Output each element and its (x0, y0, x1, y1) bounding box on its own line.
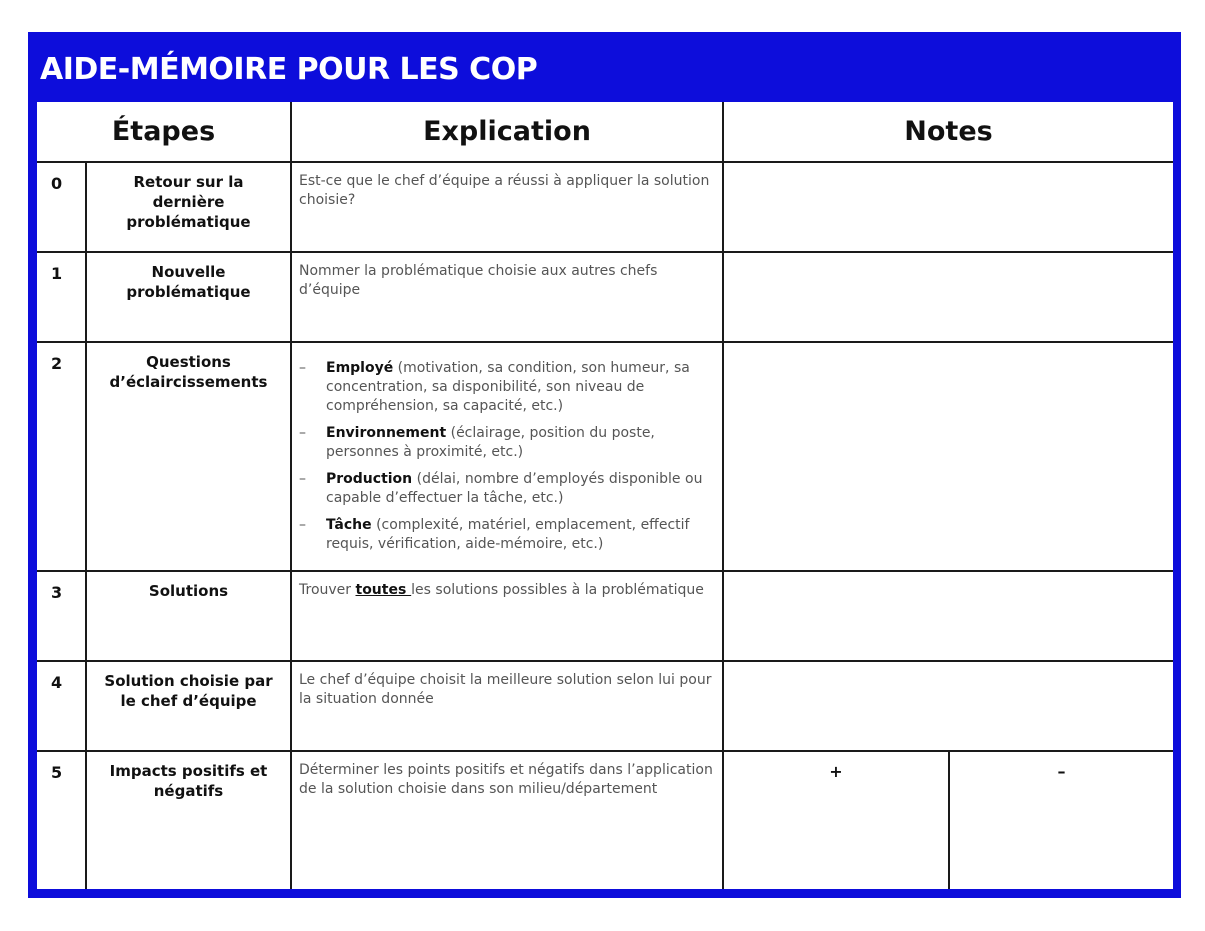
table-row (37, 661, 1173, 751)
explanation-text: Trouver (299, 582, 356, 598)
list-item (299, 424, 714, 462)
header-steps: Étapes (37, 102, 291, 162)
step-explanation: Est-ce que le chef d’équipe a réussi à appliquer la solution choisie? (291, 162, 723, 252)
list-item (299, 516, 714, 554)
notes-cell[interactable] (723, 252, 1173, 342)
header-row (37, 102, 1173, 162)
notes-cell[interactable] (723, 342, 1173, 571)
step-number: 5 (37, 751, 86, 889)
step-explanation: Le chef d’équipe choisit la meilleure solution selon lui pour la situation donnée (291, 661, 723, 751)
explanation-text: les solutions possibles à la problématique (411, 582, 704, 598)
bullet-term: Environnement (326, 425, 447, 441)
step-explanation (291, 571, 723, 661)
header-explanation: Explication (291, 102, 723, 162)
document-title: AIDE-MÉMOIRE POUR LES COP (40, 52, 538, 87)
document-frame (28, 32, 1181, 898)
dash-bullet: – (299, 471, 306, 487)
positive-notes-cell[interactable]: + (723, 751, 949, 889)
dash-bullet: – (299, 425, 306, 441)
step-number: 2 (37, 342, 86, 571)
table-row (37, 751, 1173, 889)
header-notes: Notes (723, 102, 1173, 162)
bullet-term: Employé (326, 360, 394, 376)
step-explanation: Nommer la problématique choisie aux autres chefs d’équipe (291, 252, 723, 342)
bullet-text: (éclairage, position du poste, personnes à proximité, etc.) (326, 425, 655, 460)
bullet-term: Production (326, 471, 413, 487)
step-number: 3 (37, 571, 86, 661)
negative-notes-cell[interactable]: – (949, 751, 1173, 889)
dash-bullet: – (299, 517, 306, 533)
clarification-list (299, 359, 714, 554)
step-name: Retour sur la dernière problématique (86, 162, 291, 252)
step-explanation (291, 342, 723, 571)
step-number: 4 (37, 661, 86, 751)
step-number: 0 (37, 162, 86, 252)
dash-bullet: – (299, 360, 306, 376)
step-name: Impacts positifs et négatifs (86, 751, 291, 889)
notes-cell[interactable] (723, 162, 1173, 252)
table-row (37, 162, 1173, 252)
step-explanation: Déterminer les points positifs et négatifs dans l’application de la solution choisie dans son milieu/département (291, 751, 723, 889)
table-row (37, 252, 1173, 342)
step-name: Questions d’éclaircissements (86, 342, 291, 571)
table-row (37, 342, 1173, 571)
bullet-text: (délai, nombre d’employés disponible ou capable d’effectuer la tâche, etc.) (326, 471, 703, 506)
memo-table (37, 102, 1173, 889)
emphasis-word: toutes (355, 582, 412, 598)
step-name: Solutions (86, 571, 291, 661)
step-name: Nouvelle problématique (86, 252, 291, 342)
step-number: 1 (37, 252, 86, 342)
list-item (299, 359, 714, 416)
bullet-term: Tâche (326, 517, 372, 533)
bullet-text: (motivation, sa condition, son humeur, sa concentration, sa disponibilité, son niveau de compréhension, sa capacité, etc.) (326, 360, 690, 414)
bullet-text: (complexité, matériel, emplacement, effectif requis, vérification, aide-mémoire, etc.) (326, 517, 690, 552)
notes-cell[interactable] (723, 661, 1173, 751)
list-item (299, 470, 714, 508)
table-row (37, 571, 1173, 661)
notes-cell[interactable] (723, 571, 1173, 661)
step-name: Solution choisie par le chef d’équipe (86, 661, 291, 751)
